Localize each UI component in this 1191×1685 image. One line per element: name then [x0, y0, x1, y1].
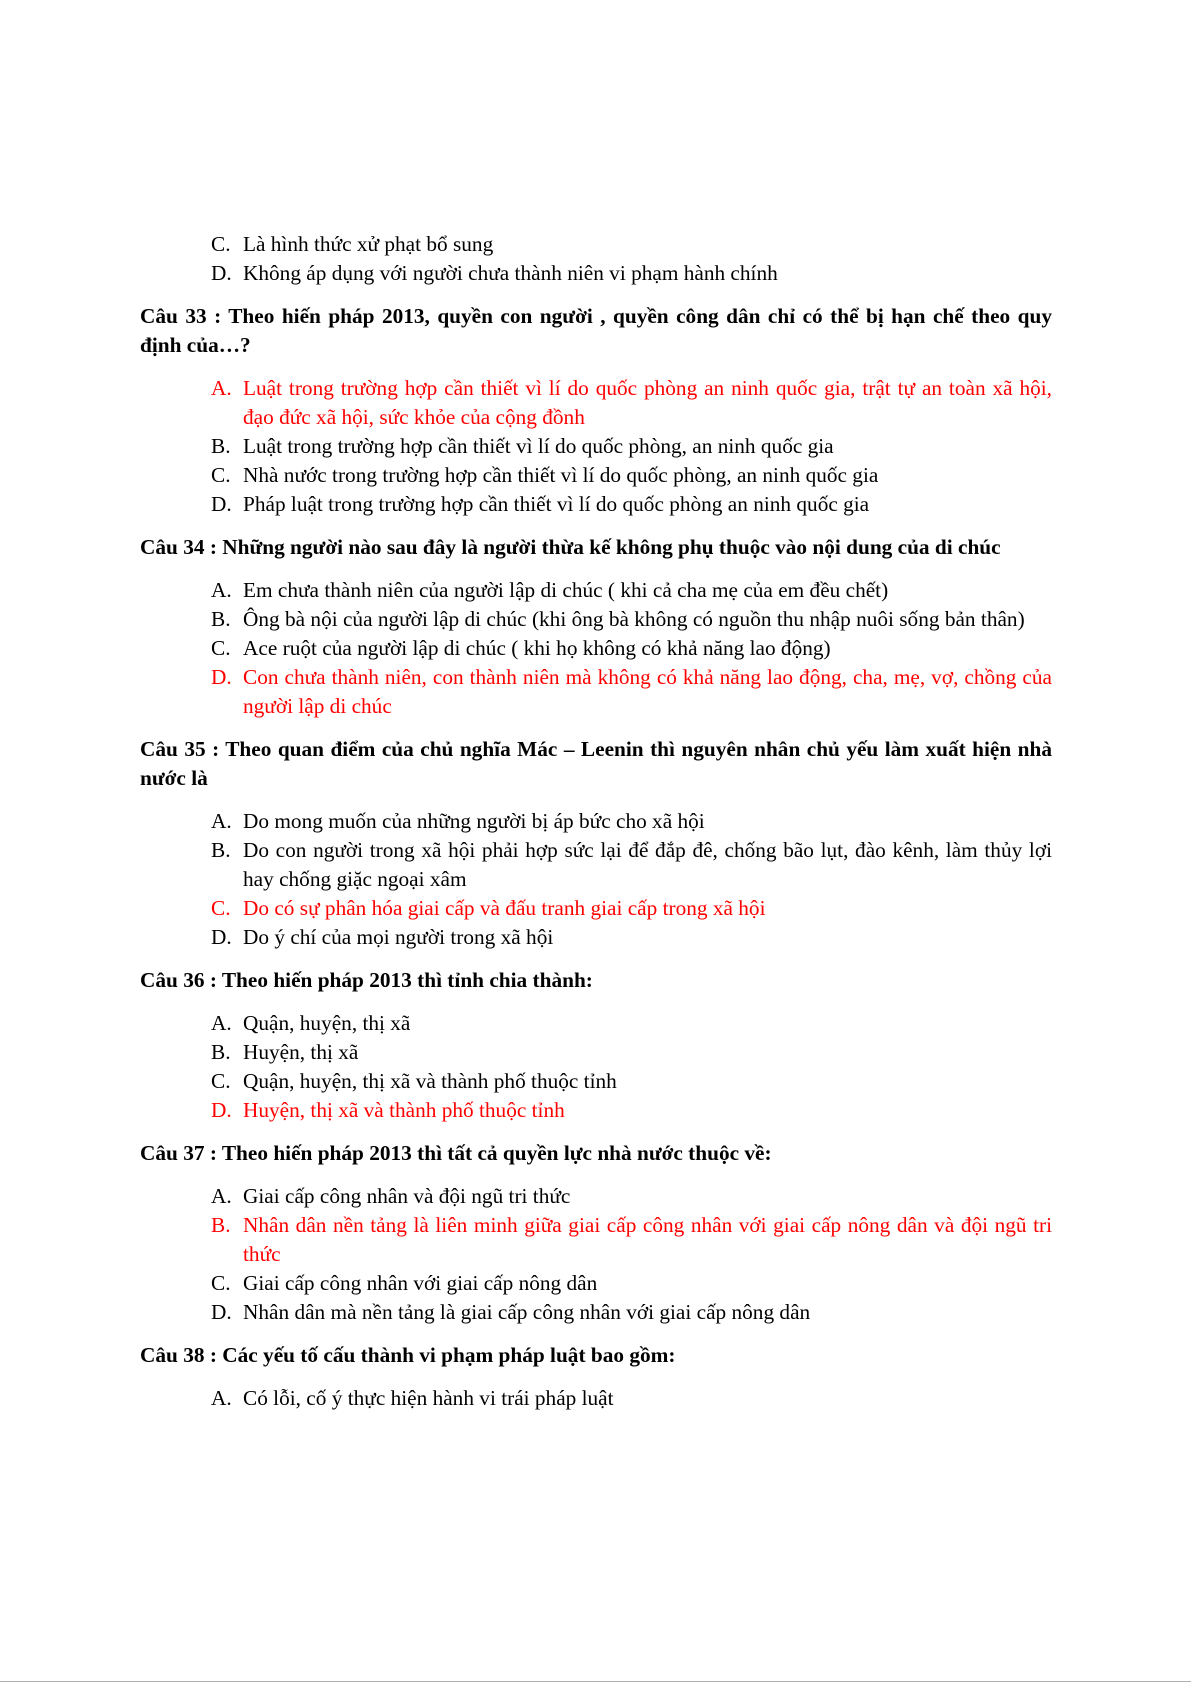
- answer-option: [140, 1182, 1052, 1211]
- answer-letter: A.: [211, 1011, 232, 1035]
- answer-list: [140, 576, 1052, 721]
- answer-list: [140, 1384, 1052, 1413]
- answer-text: Nhân dân mà nền tảng là giai cấp công nhân với giai cấp nông dân: [243, 1300, 811, 1324]
- answer-letter: B.: [211, 1213, 231, 1237]
- answer-list: [140, 1182, 1052, 1327]
- question-title: Câu 33 : Theo hiến pháp 2013, quyền con người , quyền công dân chỉ có thể bị hạn chế theo quy định của…?: [140, 304, 1052, 357]
- answer-option-correct: [140, 663, 1052, 721]
- answer-letter: A.: [211, 578, 232, 602]
- answer-option: [140, 1038, 1052, 1067]
- answer-text: Nhân dân nền tảng là liên minh giữa giai cấp công nhân với giai cấp nông dân và đội ngũ tri thức: [243, 1213, 1052, 1266]
- answer-text: Huyện, thị xã: [243, 1040, 359, 1064]
- answer-letter: D.: [211, 261, 232, 285]
- page-bottom-rule: [0, 1681, 1191, 1682]
- answer-option: [140, 1067, 1052, 1096]
- answer-option: [140, 576, 1052, 605]
- answer-text: Con chưa thành niên, con thành niên mà không có khả năng lao động, cha, mẹ, vợ, chồng của người lập di chúc: [243, 665, 1052, 718]
- answer-option-correct: [140, 374, 1052, 432]
- answer-text: Giai cấp công nhân với giai cấp nông dân: [243, 1271, 598, 1295]
- answer-option: [140, 1269, 1052, 1298]
- answer-option: [140, 923, 1052, 952]
- answer-text: Do mong muốn của những người bị áp bức cho xã hội: [243, 809, 705, 833]
- answer-letter: B.: [211, 1040, 231, 1064]
- answer-text: Ace ruột của người lập di chúc ( khi họ không có khả năng lao động): [243, 636, 831, 660]
- question-title: Câu 34 : Những người nào sau đây là người thừa kế không phụ thuộc vào nội dung của di chúc: [140, 535, 1001, 559]
- answer-option-correct: [140, 894, 1052, 923]
- answer-option: [140, 1298, 1052, 1327]
- answer-option: [140, 1009, 1052, 1038]
- answer-letter: D.: [211, 925, 232, 949]
- answer-option: [140, 461, 1052, 490]
- answer-text: Do có sự phân hóa giai cấp và đấu tranh giai cấp trong xã hội: [243, 896, 766, 920]
- answer-text: Do con người trong xã hội phải hợp sức lại để đắp đê, chống bão lụt, đào kênh, làm thủy lợi hay chống giặc ngoại xâm: [243, 838, 1052, 891]
- answer-letter: B.: [211, 434, 231, 458]
- answer-option: [140, 1384, 1052, 1413]
- answer-text: Luật trong trường hợp cần thiết vì lí do quốc phòng an ninh quốc gia, trật tự an toàn xã hội, đạo đức xã hội, sức khỏe của cộng đồnh: [243, 376, 1052, 429]
- answer-letter: B.: [211, 838, 231, 862]
- answer-list: [140, 807, 1052, 952]
- answer-text: Nhà nước trong trường hợp cần thiết vì lí do quốc phòng, an ninh quốc gia: [243, 463, 879, 487]
- answer-letter: C.: [211, 463, 231, 487]
- answer-text: Không áp dụng với người chưa thành niên vi phạm hành chính: [243, 261, 778, 285]
- question-title: Câu 37 : Theo hiến pháp 2013 thì tất cả quyền lực nhà nước thuộc về:: [140, 1141, 772, 1165]
- answer-letter: A.: [211, 1386, 232, 1410]
- question-title: Câu 36 : Theo hiến pháp 2013 thì tỉnh chia thành:: [140, 968, 593, 992]
- answer-text: Giai cấp công nhân và đội ngũ tri thức: [243, 1184, 571, 1208]
- answer-letter: D.: [211, 1098, 232, 1122]
- answer-option: [140, 230, 1052, 259]
- question-title: Câu 35 : Theo quan điểm của chủ nghĩa Mác – Leenin thì nguyên nhân chủ yếu làm xuất hiện nhà nước là: [140, 737, 1052, 790]
- answer-option: [140, 490, 1052, 519]
- answer-letter: A.: [211, 1184, 232, 1208]
- answer-option-correct: [140, 1211, 1052, 1269]
- answer-option: [140, 432, 1052, 461]
- answer-text: Quận, huyện, thị xã: [243, 1011, 411, 1035]
- answer-text: Luật trong trường hợp cần thiết vì lí do quốc phòng, an ninh quốc gia: [243, 434, 834, 458]
- answer-option: [140, 634, 1052, 663]
- answer-option: [140, 605, 1052, 634]
- answer-letter: C.: [211, 232, 231, 256]
- answer-text: Pháp luật trong trường hợp cần thiết vì lí do quốc phòng an ninh quốc gia: [243, 492, 870, 516]
- answer-letter: C.: [211, 636, 231, 660]
- document-page: [140, 230, 1052, 1413]
- answer-text: Do ý chí của mọi người trong xã hội: [243, 925, 554, 949]
- answer-text: Huyện, thị xã và thành phố thuộc tỉnh: [243, 1098, 565, 1122]
- answer-text: Là hình thức xử phạt bổ sung: [243, 232, 494, 256]
- answer-text: Em chưa thành niên của người lập di chúc ( khi cả cha mẹ của em đều chết): [243, 578, 889, 602]
- answer-list: [140, 374, 1052, 519]
- answer-letter: A.: [211, 376, 232, 400]
- answer-letter: D.: [211, 665, 232, 689]
- answer-option: [140, 836, 1052, 894]
- answer-letter: C.: [211, 1069, 231, 1093]
- answer-text: Có lỗi, cố ý thực hiện hành vi trái pháp luật: [243, 1386, 614, 1410]
- answer-text: Quận, huyện, thị xã và thành phố thuộc tỉnh: [243, 1069, 617, 1093]
- answer-letter: D.: [211, 492, 232, 516]
- answer-letter: B.: [211, 607, 231, 631]
- question-title: Câu 38 : Các yếu tố cấu thành vi phạm pháp luật bao gồm:: [140, 1343, 676, 1367]
- answer-option: [140, 807, 1052, 836]
- answer-letter: C.: [211, 1271, 231, 1295]
- continuation-answers: [140, 230, 1052, 288]
- answer-letter: C.: [211, 896, 231, 920]
- answer-list: [140, 1009, 1052, 1125]
- answer-option: [140, 259, 1052, 288]
- answer-text: Ông bà nội của người lập di chúc (khi ông bà không có nguồn thu nhập nuôi sống bản thân): [243, 607, 1025, 631]
- answer-letter: A.: [211, 809, 232, 833]
- answer-letter: D.: [211, 1300, 232, 1324]
- answer-option-correct: [140, 1096, 1052, 1125]
